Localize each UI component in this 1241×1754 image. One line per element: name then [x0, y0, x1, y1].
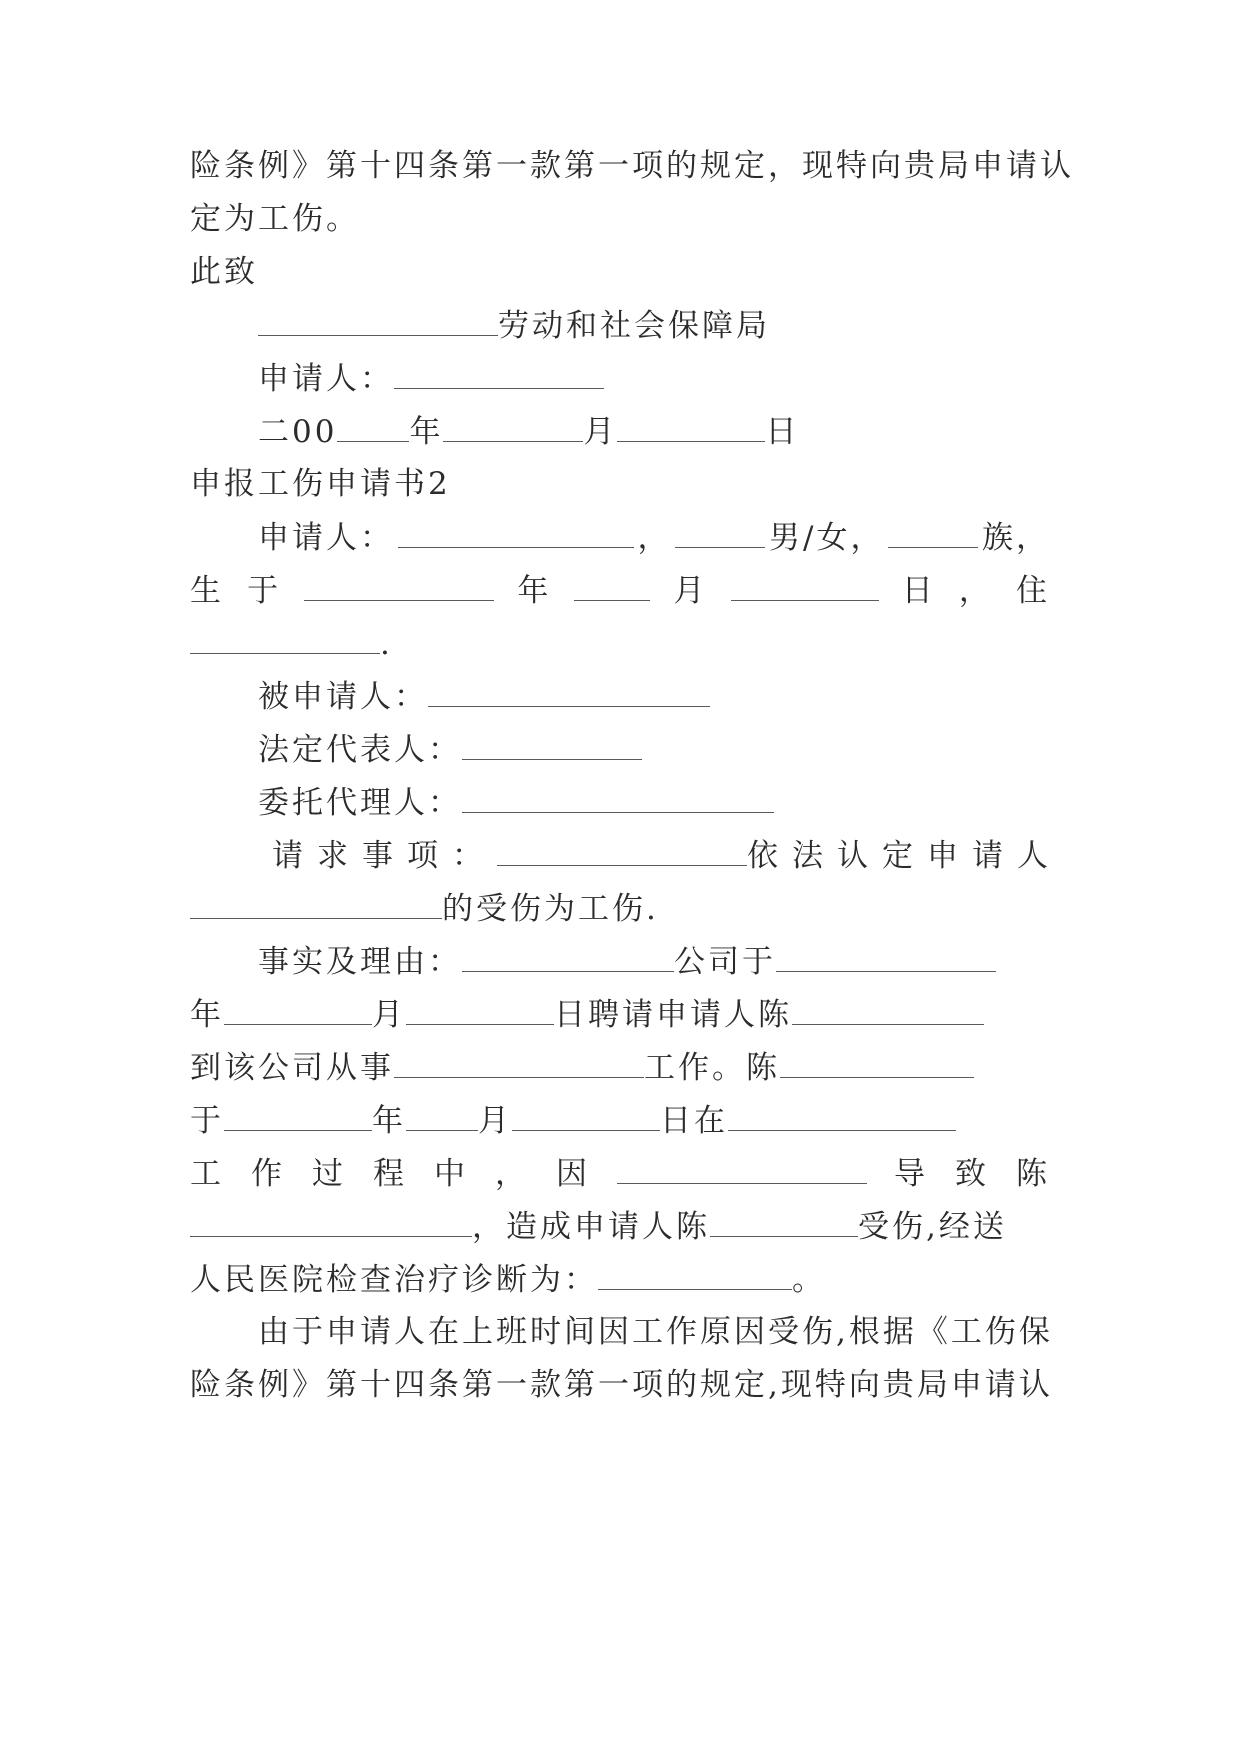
- applicant-signature-line: [258, 358, 1050, 398]
- born-text: 生: [190, 573, 224, 609]
- blank-field: [462, 782, 774, 813]
- blank-field: [792, 994, 984, 1025]
- blank-field: [731, 570, 879, 601]
- year-label: 年: [372, 1103, 406, 1139]
- facts-char: 中: [434, 1156, 468, 1192]
- request-text: 依法认定申请人: [747, 838, 1062, 874]
- facts-char: 导: [894, 1156, 928, 1192]
- facts-char: ，: [495, 1156, 529, 1192]
- facts-label: 事实及理由：: [258, 944, 462, 980]
- facts-text: 工作。陈: [644, 1050, 780, 1086]
- facts-text: 于: [190, 1103, 224, 1139]
- date-line: [258, 411, 1050, 451]
- blank-field: [398, 517, 634, 548]
- blank-field: [443, 411, 583, 442]
- blank-field: [462, 729, 642, 760]
- diagnosis-label: 人民医院检查治疗诊断为：: [190, 1262, 598, 1298]
- comma: ，: [958, 573, 993, 609]
- blank-field: [512, 1100, 660, 1131]
- agent-label: 委托代理人：: [258, 785, 462, 821]
- year-label: 年: [190, 997, 224, 1033]
- facts-text: 受伤,经送: [858, 1209, 1007, 1245]
- recipient-line: [258, 305, 1050, 345]
- year-label: 年: [409, 414, 444, 450]
- request-continuation: [190, 888, 1050, 928]
- blank-field: [888, 517, 978, 548]
- agent-line: [258, 782, 1050, 822]
- blank-field: [617, 1153, 867, 1184]
- recipient-bureau: 劳动和社会保障局: [498, 308, 770, 344]
- body-text-line: 定为工伤。: [190, 201, 360, 237]
- blank-field: [598, 1259, 792, 1290]
- month-label: 月: [372, 997, 406, 1033]
- facts-line: [190, 994, 1050, 1034]
- respondent-line: [258, 676, 1050, 716]
- facts-char: 作: [251, 1156, 285, 1192]
- facts-char: 工: [190, 1156, 224, 1192]
- request-text: 的受伤为工伤.: [442, 891, 659, 927]
- born-text: 于: [247, 573, 282, 609]
- month-label: 月: [673, 573, 708, 609]
- blank-field: [190, 1206, 472, 1237]
- request-label: 请求事项：: [272, 838, 497, 874]
- blank-field: [617, 411, 765, 442]
- residence-label: 住: [1015, 573, 1050, 609]
- facts-line: [190, 1153, 1050, 1193]
- facts-text: 公司于: [674, 944, 776, 980]
- body-text-line: 由于申请人在上班时间因工作原因受伤,根据《工伤保: [258, 1314, 1053, 1350]
- month-label: 月: [583, 414, 618, 450]
- facts-text: ，造成申请人陈: [472, 1209, 710, 1245]
- day-label: 日: [765, 414, 800, 450]
- blank-field: [337, 411, 409, 442]
- facts-text: 到该公司从事: [190, 1050, 394, 1086]
- blank-field: [462, 941, 674, 972]
- facts-char: 因: [556, 1156, 590, 1192]
- address-line: [190, 623, 1050, 663]
- blank-field: [497, 835, 747, 866]
- facts-char: 陈: [1016, 1156, 1050, 1192]
- blank-field: [258, 305, 498, 336]
- blank-field: [574, 570, 650, 601]
- diagnosis-line: [190, 1259, 1050, 1299]
- facts-text: 日聘请申请人陈: [554, 997, 792, 1033]
- facts-char: 程: [373, 1156, 407, 1192]
- facts-line: [190, 1206, 1050, 1246]
- year-label: 年: [517, 573, 552, 609]
- gender-label: 男/女，: [769, 520, 885, 556]
- comma: ，: [637, 520, 672, 556]
- blank-field: [675, 517, 765, 548]
- facts-char: 过: [312, 1156, 346, 1192]
- body-text-line: 险条例》第十四条第一款第一项的规定,现特向贵局申请认: [190, 1367, 1053, 1403]
- birth-line: [190, 570, 1050, 610]
- blank-field: [190, 623, 380, 654]
- blank-field: [394, 358, 604, 389]
- day-label: 日: [901, 573, 936, 609]
- applicant-label: 申请人：: [258, 520, 394, 556]
- facts-line: [258, 941, 1050, 981]
- facts-line: [190, 1047, 1050, 1087]
- facts-text: 日在: [660, 1103, 728, 1139]
- applicant-label: 申请人：: [258, 361, 394, 397]
- blank-field: [406, 1100, 478, 1131]
- period: .: [380, 626, 393, 662]
- blank-field: [428, 676, 710, 707]
- blank-field: [224, 1100, 372, 1131]
- blank-field: [190, 888, 442, 919]
- blank-field: [224, 994, 372, 1025]
- month-label: 月: [478, 1103, 512, 1139]
- blank-field: [710, 1206, 858, 1237]
- year-prefix: 二00: [258, 414, 338, 450]
- salutation: 此致: [190, 254, 258, 290]
- legal-rep-line: [258, 729, 1050, 769]
- blank-field: [394, 1047, 644, 1078]
- blank-field: [780, 1047, 974, 1078]
- facts-char: 致: [955, 1156, 989, 1192]
- section-title: 申报工伤申请书2: [190, 466, 451, 502]
- blank-field: [304, 570, 494, 601]
- ethnicity-label: 族，: [981, 520, 1050, 556]
- facts-line: [190, 1100, 1050, 1140]
- body-text-line: 险条例》第十四条第一款第一项的规定，现特向贵局申请认: [190, 148, 1074, 184]
- applicant-info-line: [258, 517, 1050, 557]
- request-line: [272, 835, 1062, 875]
- period: 。: [792, 1262, 826, 1298]
- blank-field: [728, 1100, 956, 1131]
- blank-field: [406, 994, 554, 1025]
- legal-rep-label: 法定代表人：: [258, 732, 462, 768]
- respondent-label: 被申请人：: [258, 679, 428, 715]
- blank-field: [776, 941, 996, 972]
